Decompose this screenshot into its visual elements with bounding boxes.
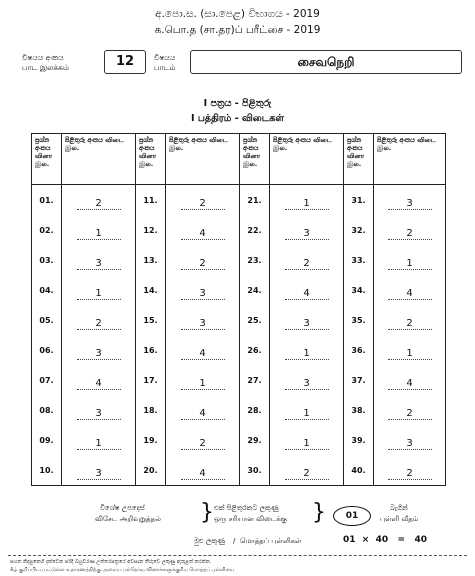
answer-number: 1: [285, 198, 329, 210]
note-line-2: கீழ் குறிப்பிடப்பட்டுள்ள உதாரணத்திற்கு அமைய பல்தேர்வு வினாக்களுக்குரிய மொத்தப் புள்ளியை: [10, 567, 235, 573]
answer-number: 3: [285, 228, 329, 240]
answer-cell: [270, 245, 344, 275]
question-number: 13.: [136, 245, 166, 275]
answer-number: 1: [77, 288, 121, 300]
answer-cell: [270, 275, 344, 305]
total-label-ta: மொத்தப் புள்ளிகள்: [240, 537, 302, 545]
answer-number: 2: [77, 318, 121, 330]
brace-left-icon: }: [200, 500, 214, 525]
answer-number: 3: [285, 318, 329, 330]
answer-cell: [62, 185, 136, 216]
question-number: 36.: [344, 335, 374, 365]
answer-number: 2: [285, 468, 329, 480]
table-row: [32, 335, 446, 365]
answer-number: 3: [77, 258, 121, 270]
answer-no-header: පිළිතුරු අංකය விடை இல.: [62, 134, 136, 185]
total-marks: මුළු ලකුණු / மொத்தப் புள்ளிகள் 01 × 40 = 40: [194, 535, 427, 545]
question-number: 08.: [32, 395, 62, 425]
answer-cell: [270, 395, 344, 425]
question-number: 10.: [32, 455, 62, 486]
answer-number: 4: [181, 408, 225, 420]
answer-number: 4: [181, 348, 225, 360]
special-note-ta: விசேட அறிவுறுத்தல்: [95, 515, 161, 523]
question-number: 32.: [344, 215, 374, 245]
total-expression: 01 × 40 = 40: [343, 535, 427, 545]
answer-cell: [62, 305, 136, 335]
total-label-si: මුළු ලකුණු: [194, 537, 225, 545]
answer-no-header: පිළිතුරු අංකය விடை இல.: [166, 134, 240, 185]
question-no-header: ප්‍රශ්න අංකය வினா இல.: [32, 134, 62, 185]
answer-number: 2: [77, 198, 121, 210]
exam-header-tamil: க.பொ.த (சா.தர)ப் பரீட்சை - 2019: [154, 24, 321, 36]
answer-cell: [62, 275, 136, 305]
question-number: 09.: [32, 425, 62, 455]
answer-cell: [166, 185, 240, 216]
marks-per-answer: 01: [333, 506, 371, 526]
question-number: 12.: [136, 215, 166, 245]
question-number: 06.: [32, 335, 62, 365]
special-note-si: විශේෂ උපදෙස්: [100, 504, 145, 512]
subject-meta: [22, 50, 462, 74]
answer-cell: [62, 245, 136, 275]
question-number: 19.: [136, 425, 166, 455]
answer-cell: [166, 215, 240, 245]
question-number: 05.: [32, 305, 62, 335]
question-number: 40.: [344, 455, 374, 486]
table-row: [32, 245, 446, 275]
question-no-header: ප්‍රශ්න අංකය வினா இல.: [136, 134, 166, 185]
answer-no-header: පිළිතුරු අංකය விடை இல.: [270, 134, 344, 185]
question-number: 21.: [240, 185, 270, 216]
subject-name-box: சைவநெறி: [190, 50, 462, 74]
answer-number: 1: [285, 438, 329, 450]
answer-cell: [374, 395, 446, 425]
answer-cell: [62, 335, 136, 365]
answer-cell: [62, 455, 136, 486]
answer-number: 1: [388, 258, 432, 270]
answer-table: [31, 133, 446, 486]
answer-cell: [374, 335, 446, 365]
question-number: 02.: [32, 215, 62, 245]
answer-cell: [166, 245, 240, 275]
question-number: 17.: [136, 365, 166, 395]
question-number: 20.: [136, 455, 166, 486]
question-number: 39.: [344, 425, 374, 455]
answer-cell: [270, 185, 344, 216]
answer-number: 2: [388, 468, 432, 480]
answer-number: 1: [388, 348, 432, 360]
answer-cell: [166, 365, 240, 395]
question-number: 27.: [240, 365, 270, 395]
answer-cell: [374, 305, 446, 335]
divider: [8, 555, 467, 556]
question-number: 15.: [136, 305, 166, 335]
table-row: [32, 185, 446, 216]
answer-cell: [374, 275, 446, 305]
note-line-1: පහත නිදසුනෙහි දක්වෙන පරිදි බහුවරණ උත්තරපත්‍රයේ අවසාන තීරුවේ ලකුණු ඇතුළත් කරන්න.: [10, 559, 212, 565]
answer-cell: [62, 365, 136, 395]
answer-cell: [374, 185, 446, 216]
question-number: 23.: [240, 245, 270, 275]
marks-unit-si: බැගින්: [390, 504, 408, 512]
per-answer-si: එක් පිළිතුරකට ලකුණු: [214, 504, 279, 512]
answer-cell: [374, 455, 446, 486]
answer-number: 3: [388, 198, 432, 210]
marks-unit-ta: புள்ளி வீதம்: [380, 515, 419, 523]
answer-number: 2: [285, 258, 329, 270]
table-row: [32, 365, 446, 395]
question-number: 18.: [136, 395, 166, 425]
answer-cell: [62, 215, 136, 245]
question-number: 24.: [240, 275, 270, 305]
answer-cell: [374, 425, 446, 455]
answer-cell: [374, 215, 446, 245]
paper-title-tamil: I பத்திரம் - விடைகள்: [190, 113, 284, 124]
answer-number: 4: [388, 288, 432, 300]
answer-number: 3: [181, 318, 225, 330]
answer-number: 3: [77, 348, 121, 360]
answer-number: 4: [285, 288, 329, 300]
answer-cell: [270, 305, 344, 335]
question-number: 22.: [240, 215, 270, 245]
table-row: [32, 305, 446, 335]
answer-number: 2: [388, 228, 432, 240]
subject-number-box: 12: [104, 50, 146, 74]
question-no-header: ප්‍රශ්න අංකය வினா இல.: [344, 134, 374, 185]
question-number: 14.: [136, 275, 166, 305]
question-number: 01.: [32, 185, 62, 216]
answer-number: 2: [181, 438, 225, 450]
answer-number: 3: [388, 438, 432, 450]
answer-number: 1: [77, 228, 121, 240]
answer-number: 4: [181, 228, 225, 240]
answer-number: 2: [388, 408, 432, 420]
question-number: 25.: [240, 305, 270, 335]
answer-cell: [270, 215, 344, 245]
answer-number: 4: [77, 378, 121, 390]
table-row: [32, 275, 446, 305]
question-number: 11.: [136, 185, 166, 216]
answer-cell: [374, 245, 446, 275]
exam-header-sinhala: අ.පො.ස. (සා.පෙළ) විභාගය - 2019: [155, 8, 320, 20]
special-instructions: [0, 502, 475, 532]
question-number: 33.: [344, 245, 374, 275]
table-header-row: [32, 134, 446, 185]
answer-cell: [62, 425, 136, 455]
subject-label-si: විෂයය: [154, 53, 176, 62]
question-number: 30.: [240, 455, 270, 486]
answer-cell: [166, 425, 240, 455]
question-number: 29.: [240, 425, 270, 455]
question-number: 38.: [344, 395, 374, 425]
answer-cell: [374, 365, 446, 395]
paper-title: I පත්‍රය - පිළිතුරු: [203, 98, 272, 109]
question-number: 03.: [32, 245, 62, 275]
answer-number: 2: [388, 318, 432, 330]
answer-cell: [270, 455, 344, 486]
answer-cell: [166, 305, 240, 335]
answer-number: 1: [77, 438, 121, 450]
table-row: [32, 395, 446, 425]
answer-cell: [166, 275, 240, 305]
answer-number: 4: [388, 378, 432, 390]
answer-cell: [62, 395, 136, 425]
answer-number: 1: [285, 348, 329, 360]
answer-number: 4: [181, 468, 225, 480]
brace-right-icon: }: [312, 500, 326, 525]
answer-number: 2: [181, 258, 225, 270]
table-row: [32, 425, 446, 455]
answer-number: 3: [181, 288, 225, 300]
answer-cell: [270, 365, 344, 395]
question-number: 28.: [240, 395, 270, 425]
answer-cell: [166, 395, 240, 425]
question-number: 04.: [32, 275, 62, 305]
question-number: 37.: [344, 365, 374, 395]
subject-number-label-ta: பாட இலக்கம்: [22, 63, 70, 72]
answer-number: 2: [181, 198, 225, 210]
question-number: 34.: [344, 275, 374, 305]
question-no-header: ප්‍රශ්න අංකය வினா இல.: [240, 134, 270, 185]
per-answer-ta: ஒரு சரியான விடைக்கு: [214, 515, 287, 523]
question-number: 16.: [136, 335, 166, 365]
answer-cell: [270, 425, 344, 455]
answer-rows: [32, 185, 446, 486]
answer-no-header: පිළිතුරු අංකය விடை இல.: [374, 134, 446, 185]
answer-cell: [270, 335, 344, 365]
question-number: 26.: [240, 335, 270, 365]
question-number: 07.: [32, 365, 62, 395]
answer-cell: [166, 455, 240, 486]
answer-number: 3: [285, 378, 329, 390]
answer-number: 3: [77, 408, 121, 420]
answer-number: 3: [77, 468, 121, 480]
answer-number: 1: [181, 378, 225, 390]
answer-cell: [166, 335, 240, 365]
table-row: [32, 455, 446, 486]
answer-number: 1: [285, 408, 329, 420]
question-number: 35.: [344, 305, 374, 335]
table-row: [32, 215, 446, 245]
subject-number-label-si: විෂයය අංකය: [22, 53, 64, 62]
subject-label-ta: பாடம்: [154, 63, 176, 72]
question-number: 31.: [344, 185, 374, 216]
